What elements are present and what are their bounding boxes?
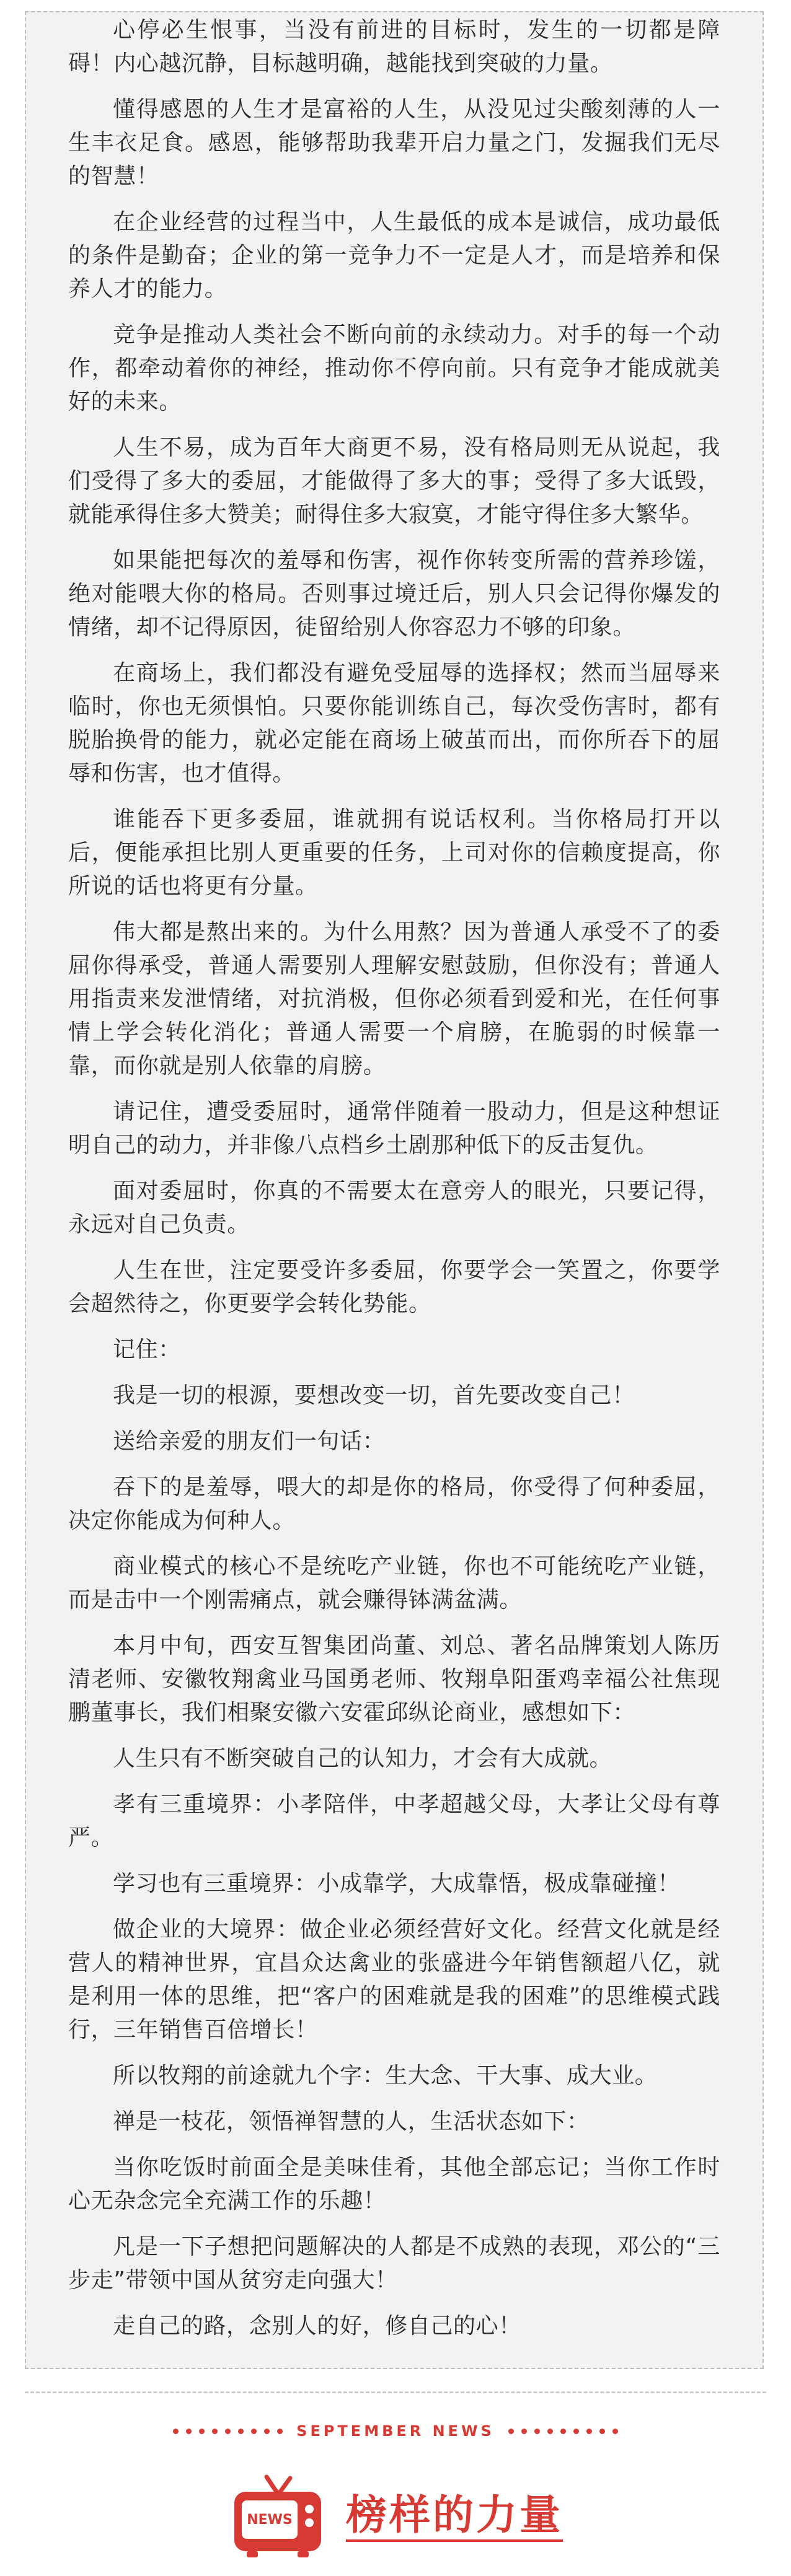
tv-news-icon bbox=[228, 2471, 327, 2564]
paragraph: 禅是一枝花，领悟禅智慧的人，生活状态如下： bbox=[113, 2109, 590, 2134]
paragraph: 我是一切的根源，要想改变一切，首先要改变自己！ bbox=[113, 1383, 635, 1408]
paragraph: 如果能把每次的羞辱和伤害，视作你转变所需的营养珍馐，绝对能喂大你的格局。否则事过境迁后，别人只会记得你爆发的情绪，却不记得原因，徒留给别人你容忍力不够的印象。 bbox=[68, 548, 720, 640]
paragraph: 请记住，遭受委屈时，通常伴随着一股动力，但是这种想证明自己的动力，并非像八点档乡土剧那种低下的反击复仇。 bbox=[68, 1099, 720, 1158]
paragraph: 学习也有三重境界：小成靠学，大成靠悟，极成靠碰撞！ bbox=[113, 1871, 681, 1896]
paragraph: 送给亲爱的朋友们一句话： bbox=[113, 1429, 386, 1454]
paragraph: 做企业的大境界：做企业必须经营好文化。经营文化就是经营人的精神世界，宜昌众达禽业的张盛进今年销售额超八亿，就是利用一体的思维，把“客户的困难就是我的困难”的思维模式践行，三年销售百倍增长！ bbox=[68, 1917, 720, 2043]
paragraph: 吞下的是羞辱，喂大的却是你的格局，你受得了何种委屈，决定你能成为何种人。 bbox=[68, 1474, 720, 1533]
paragraph: 在企业经营的过程当中，人生最低的成本是诚信，成功最低的条件是勤奋；企业的第一竞争力不一定是人才，而是培养和保养人才的能力。 bbox=[68, 209, 720, 302]
brand-logo bbox=[0, 2471, 791, 2564]
september-news-banner bbox=[0, 2419, 791, 2443]
paragraph: 当你吃饭时前面全是美味佳肴，其他全部忘记；当你工作时心无杂念完全充满工作的乐趣！ bbox=[68, 2155, 720, 2214]
footer bbox=[0, 2391, 791, 2576]
paragraph: 人生只有不断突破自己的认知力，才会有大成就。 bbox=[113, 1746, 612, 1771]
paragraph: 人生在世，注定要受许多委屈，你要学会一笑置之，你要学会超然待之，你更要学会转化势能。 bbox=[68, 1258, 720, 1316]
paragraph: 心停必生恨事，当没有前进的目标时，发生的一切都是障碍！内心越沉静，目标越明确，越能找到突破的力量。 bbox=[68, 17, 720, 76]
paragraph: 孝有三重境界：小孝陪伴，中孝超越父母，大孝让父母有尊严。 bbox=[68, 1792, 720, 1851]
paragraph: 伟大都是熬出来的。为什么用熬？因为普通人承受不了的委屈你得承受，普通人需要别人理解安慰鼓励，但你没有；普通人用指责来发泄情绪，对抗消极，但你必须看到爱和光，在任何事情上学会转化消化；普通人需要一个肩膀，在脆弱的时候靠一靠，而你就是别人依靠的肩膀。 bbox=[68, 919, 720, 1079]
paragraph: 在商场上，我们都没有避免受屈辱的选择权；然而当屈辱来临时，你也无须惧怕。只要你能训练自己，每次受伤害时，都有脱胎换骨的能力，就必定能在商场上破茧而出，而你所吞下的屈辱和伤害，也才值得。 bbox=[68, 660, 720, 786]
dots-decoration-right bbox=[508, 2429, 618, 2434]
footer-divider bbox=[25, 2391, 766, 2393]
paragraph: 人生不易，成为百年大商更不易，没有格局则无从说起，我们受得了多大的委屈，才能做得了多大的事；受得了多大诋毁，就能承得住多大赞美；耐得住多大寂寞，才能守得住多大繁华。 bbox=[68, 435, 720, 527]
paragraph: 所以牧翔的前途就九个字：生大念、干大事、成大业。 bbox=[113, 2063, 658, 2088]
dots-decoration-left bbox=[173, 2429, 283, 2434]
paragraph: 谁能吞下更多委屈，谁就拥有说话权利。当你格局打开以后，便能承担比别人更重要的任务，上司对你的信赖度提高，你所说的话也将更有分量。 bbox=[68, 807, 720, 899]
paragraph: 走自己的路，念别人的好，修自己的心！ bbox=[113, 2313, 521, 2339]
article-body bbox=[25, 11, 764, 2369]
banner-text: SEPTEMBER NEWS bbox=[296, 2422, 495, 2440]
paragraph: 面对委屈时，你真的不需要太在意旁人的眼光，只要记得，永远对自己负责。 bbox=[68, 1178, 720, 1237]
paragraph: 本月中旬，西安互智集团尚董、刘总、著名品牌策划人陈历清老师、安徽牧翔禽业马国勇老师、牧翔阜阳蛋鸡幸福公社焦现鹏董事长，我们相聚安徽六安霍邱纵论商业，感想如下： bbox=[68, 1633, 720, 1725]
paragraph: 懂得感恩的人生才是富裕的人生，从没见过尖酸刻薄的人一生丰衣足食。感恩，能够帮助我辈开启力量之门，发掘我们无尽的智慧！ bbox=[68, 97, 720, 189]
paragraph: 凡是一下子想把问题解决的人都是不成熟的表现，邓公的“三步走”带领中国从贫穷走向强大！ bbox=[68, 2234, 720, 2293]
paragraph: 商业模式的核心不是统吃产业链，你也不可能统吃产业链，而是击中一个刚需痛点，就会赚得钵满盆满。 bbox=[68, 1554, 720, 1613]
paragraph: 记住： bbox=[113, 1337, 181, 1362]
tv-label: NEWS bbox=[247, 2512, 293, 2528]
paragraph: 竞争是推动人类社会不断向前的永续动力。对手的每一个动作，都牵动着你的神经，推动你不停向前。只有竞争才能成就美好的未来。 bbox=[68, 322, 720, 414]
brand-title: 榜样的力量 bbox=[346, 2492, 563, 2543]
